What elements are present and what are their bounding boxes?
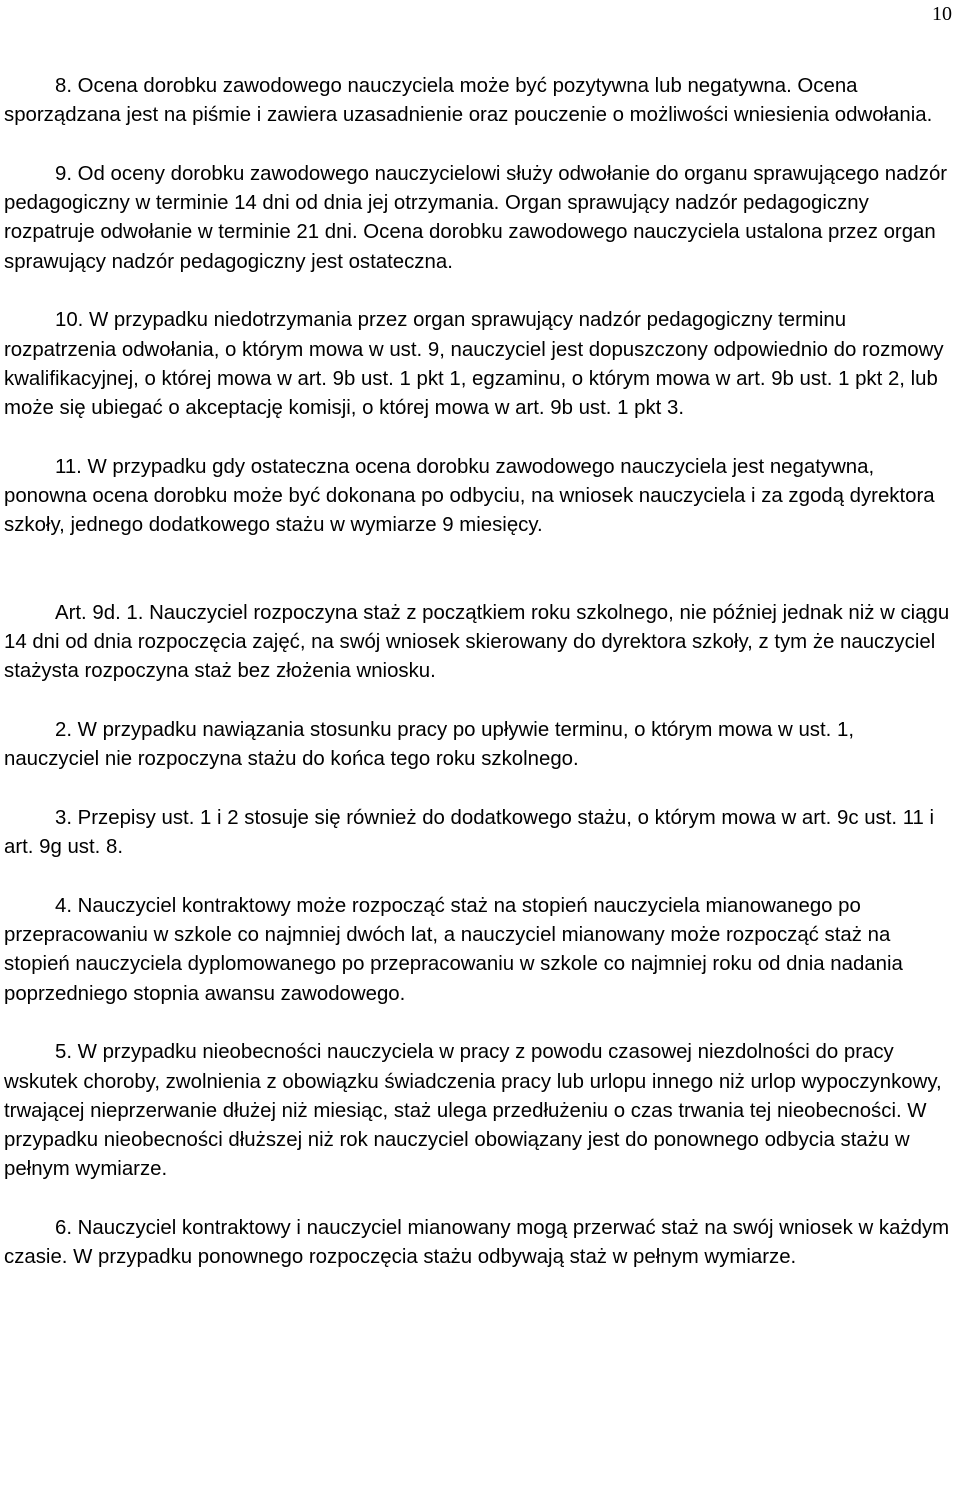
- paragraph-art-9d-ust-6: 6. Nauczyciel kontraktowy i nauczyciel mianowany mogą przerwać staż na swój wniosek w każdym czasie. W przypadku ponownego rozpoczęcia stażu odbywają staż w pełnym wymiarze.: [4, 1216, 950, 1269]
- paragraph-art-9d-ust-3: 3. Przepisy ust. 1 i 2 stosuje się również do dodatkowego stażu, o którym mowa w art. 9c ust. 11 i art. 9g ust. 8.: [4, 806, 935, 859]
- paragraph-art-9d-ust-4: 4. Nauczyciel kontraktowy może rozpocząć staż na stopień nauczyciela mianowanego po przepracowaniu w szkole co najmniej dwóch lat, a nauczyciel mianowany może rozpocząć staż na stopień nauczyciela dyplomowanego po przepracowaniu w szkole co najmniej roku od dnia nadania poprzedniego stopnia awansu zawodowego.: [4, 894, 903, 1005]
- paragraph-art-9d-ust-5: 5. W przypadku nieobecności nauczyciela w pracy z powodu czasowej niezdolności do pracy wskutek choroby, zwolnienia z obowiązku świadczenia pracy lub urlopu innego niż urlop wypoczynkowy, trwającej nieprzerwanie dłużej niż miesiąc, staż ulega przedłużeniu o czas trwania tej nieobecności. W przypadku nieobecności dłuższej niż rok nauczyciel obowiązany jest do ponownego odbycia stażu w pełnym wymiarze.: [4, 1041, 942, 1181]
- paragraph-ust-11: 11. W przypadku gdy ostateczna ocena dorobku zawodowego nauczyciela jest negatywna, ponowna ocena dorobku może być dokonana po odbyciu, na wniosek nauczyciela i za zgodą dyrektora szkoły, jednego dodatkowego stażu w wymiarze 9 miesięcy.: [4, 455, 935, 537]
- paragraph-ust-10: 10. W przypadku niedotrzymania przez organ sprawujący nadzór pedagogiczny terminu rozpatrzenia odwołania, o którym mowa w ust. 9, nauczyciel jest dopuszczony odpowiednio do rozmowy kwalifikacyjnej, o której mowa w art. 9b ust. 1 pkt 1, egzaminu, o którym mowa w art. 9b ust. 1 pkt 2, lub może się ubiegać o akceptację komisji, o której mowa w art. 9b ust. 1 pkt 3.: [4, 309, 944, 420]
- document-body: [4, 72, 954, 1302]
- paragraph-art-9d-ust-2: 2. W przypadku nawiązania stosunku pracy po upływie terminu, o którym mowa w ust. 1, nauczyciel nie rozpoczyna stażu do końca tego roku szkolnego.: [4, 718, 854, 771]
- page-number: 10: [932, 3, 952, 25]
- paragraph-ust-8: 8. Ocena dorobku zawodowego nauczyciela może być pozytywna lub negatywna. Ocena sporządzana jest na piśmie i zawiera uzasadnienie oraz pouczenie o możliwości wniesienia odwołania.: [4, 75, 933, 127]
- paragraph-ust-9: 9. Od oceny dorobku zawodowego nauczycielowi służy odwołanie do organu sprawującego nadzór pedagogiczny w terminie 14 dni od dnia jej otrzymania. Organ sprawujący nadzór pedagogiczny rozpatruje odwołanie w terminie 21 dni. Ocena dorobku zawodowego nauczyciela ustalona przez organ sprawujący nadzór pedagogiczny jest ostateczna.: [4, 162, 948, 273]
- paragraph-art-9d-ust-1: Art. 9d. 1. Nauczyciel rozpoczyna staż z początkiem roku szkolnego, nie później jednak niż w ciągu 14 dni od dnia rozpoczęcia zajęć, na swój wniosek skierowany do dyrektora szkoły, z tym że nauczyciel stażysta rozpoczyna staż bez złożenia wniosku.: [4, 601, 950, 683]
